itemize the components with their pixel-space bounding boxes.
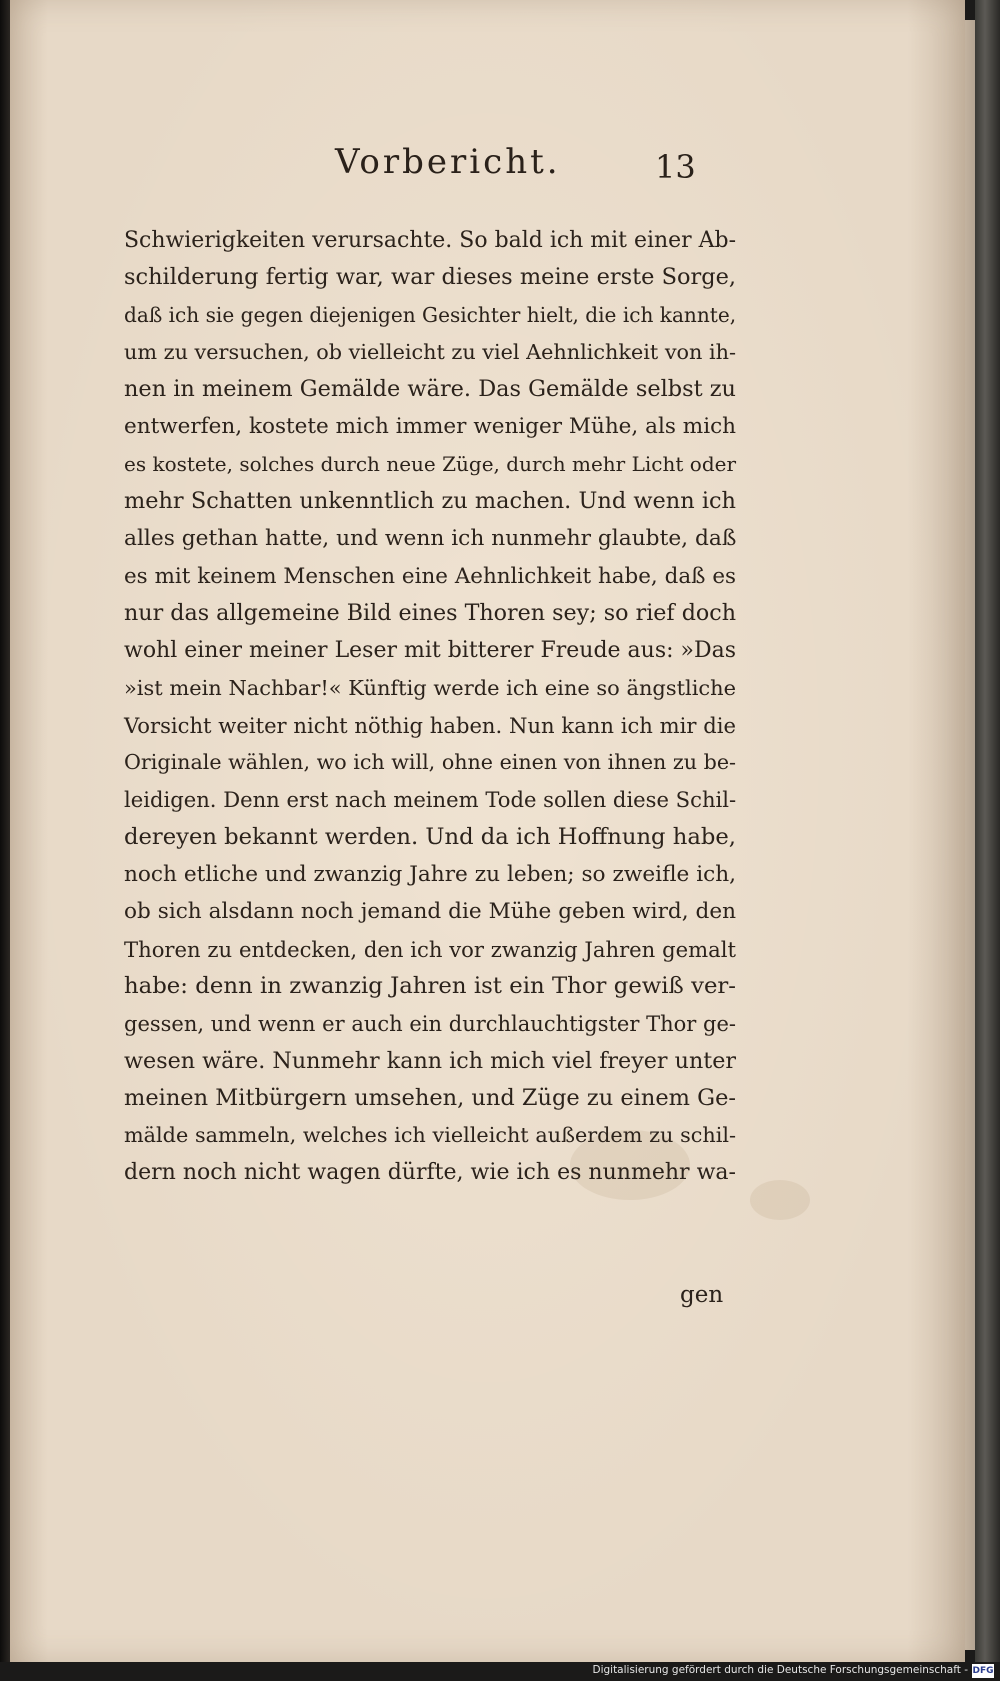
- text-line: ob sich alsdann noch jemand die Mühe geben wird, den: [124, 899, 736, 925]
- text-line: um zu versuchen, ob vielleicht zu viel Aehnlichkeit von ih-: [124, 339, 737, 364]
- page-header: [10, 142, 965, 192]
- text-line: entwerfen, kostete mich immer weniger Mühe, als mich: [124, 414, 736, 440]
- catchword: gen: [680, 1282, 724, 1308]
- text-line: dern noch nicht wagen dürfte, wie ich es nunmehr wa-: [124, 1160, 736, 1186]
- text-line: schilderung fertig war, war dieses meine erste Sorge,: [124, 264, 736, 291]
- body-text: [124, 222, 736, 1192]
- text-line: wohl einer meiner Leser mit bitterer Freude aus: »Das: [124, 638, 736, 664]
- text-line: daß ich sie gegen diejenigen Gesichter hielt, die ich kannte,: [124, 302, 737, 327]
- text-line: mehr Schatten unkenntlich zu machen. Und wenn ich: [124, 488, 736, 515]
- dfg-logo: DFG: [972, 1666, 994, 1676]
- text-line: nur das allgemeine Bild eines Thoren sey; so rief doch: [124, 599, 736, 626]
- text-line: »ist mein Nachbar!« Künftig werde ich eine so ängstliche: [124, 675, 736, 700]
- text-line: leidigen. Denn erst nach meinem Tode sollen diese Schil-: [124, 787, 737, 813]
- book-gutter-edge: [0, 0, 10, 1662]
- book-page: [10, 0, 965, 1662]
- text-line: Vorsicht weiter nicht nöthig haben. Nun kann ich mir die: [124, 712, 736, 738]
- text-line: habe: denn in zwanzig Jahren ist ein Thor gewiß ver-: [124, 972, 736, 999]
- text-line: Schwierigkeiten verursachte. So bald ich mit einer Ab-: [124, 228, 736, 253]
- text-line: noch etliche und zwanzig Jahre zu leben; so zweifle ich,: [124, 862, 736, 888]
- text-line: es mit keinem Menschen eine Aehnlichkeit habe, daß es: [124, 563, 736, 589]
- text-line: Originale wählen, wo ich will, ohne einen von ihnen zu be-: [124, 750, 736, 775]
- text-line: meinen Mitbürgern umsehen, und Züge zu einem Ge-: [124, 1084, 736, 1111]
- book-cover-edge: [975, 0, 1000, 1662]
- text-line: Thoren zu entdecken, den ich vor zwanzig Jahren gemalt: [124, 936, 736, 962]
- running-head: Vorbericht.: [335, 142, 561, 182]
- text-line: wesen wäre. Nunmehr kann ich mich viel freyer unter: [124, 1047, 736, 1074]
- text-line: nen in meinem Gemälde wäre. Das Gemälde selbst zu: [124, 376, 736, 403]
- text-line: dereyen bekannt werden. Und da ich Hoffnung habe,: [124, 823, 736, 850]
- text-line: es kostete, solches durch neue Züge, durch mehr Licht oder: [124, 451, 736, 476]
- digitization-credit: Digitalisierung gefördert durch die Deutsche Forschungsgemeinschaft -: [592, 1664, 968, 1676]
- paper-stain: [750, 1180, 810, 1220]
- text-line: alles gethan hatte, und wenn ich nunmehr glaubte, daß: [124, 526, 737, 552]
- page-number: 13: [655, 148, 696, 186]
- text-line: mälde sammeln, welches ich vielleicht außerdem zu schil-: [124, 1123, 736, 1148]
- text-line: gessen, und wenn er auch ein durchlauchtigster Thor ge-: [124, 1011, 736, 1037]
- footer-bar: [0, 1662, 1000, 1681]
